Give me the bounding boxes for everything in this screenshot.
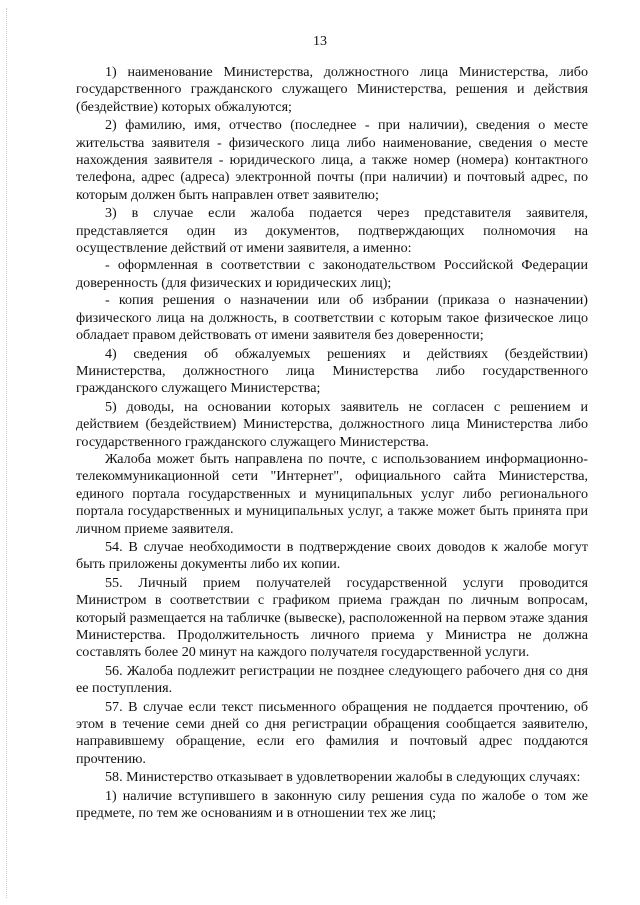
paragraph-item-3: 3) в случае если жалоба подается через представителя заявителя, представляется один из документов, подтверждающих полномочия на осуществление действий от имени заявителя, а именно: [76, 205, 588, 257]
paragraph-56: 56. Жалоба подлежит регистрации не позднее следующего рабочего дня со дня ее поступления. [76, 662, 588, 697]
document-body [76, 64, 588, 822]
paragraph-dash-2: - копия решения о назначении или об избрании (приказа о назначении) физического лица на должность, в соответствии с которым такое физическое лицо обладает правом действовать от имени заявителя без доверенности; [76, 292, 588, 344]
paragraph-item-5: 5) доводы, на основании которых заявитель не согласен с решением и действием (бездействием) Министерства, должностного лица Министерства либо государственного гражданского служащего Министерства. [76, 398, 588, 450]
paragraph-item-4: 4) сведения об обжалуемых решениях и действиях (бездействии) Министерства, должностного лица Министерства либо государственного гражданского служащего Министерства; [76, 345, 588, 397]
paragraph-55: 55. Личный прием получателей государственной услуги проводится Министром в соответствии с графиком приема граждан по личным вопросам, который размещается на табличке (вывеске), расположенной на первом этаже здания Министерства. Продолжительность личного приема у Министра не должна составлять более 20 минут на каждого получателя государственной услуги. [76, 574, 588, 661]
paragraph-item-2: 2) фамилию, имя, отчество (последнее - при наличии), сведения о месте жительства заявителя - физического лица либо наименование, сведения о месте нахождения заявителя - юридического лица, а также номер (номера) контактного телефона, адрес (адреса) электронной почты (при наличии) и почтовый адрес, по которым должен быть направлен ответ заявителю; [76, 117, 588, 203]
paragraph-item-1: 1) наименование Министерства, должностного лица Министерства, либо государственного гражданского служащего Министерства, решения и действия (бездействие) которых обжалуются; [76, 64, 588, 115]
scan-edge-line [6, 8, 7, 898]
paragraph-57: 57. В случае если текст письменного обращения не поддается прочтению, об этом в течение семи дней со дня регистрации обращения сообщается заявителю, направившему обращение, если его фамилия и почтовый адрес поддаются прочтению. [76, 698, 588, 767]
paragraph-58-item-1: 1) наличие вступившего в законную силу решения суда по жалобе о том же предмете, по тем же основаниям и в отношении тех же лиц; [76, 787, 588, 822]
paragraph-delivery: Жалоба может быть направлена по почте, с использованием информационно-телекоммуникационной сети "Интернет", официального сайта Министерства, единого портала государственных и муниципальных услуг либо регионального портала государственных и муниципальных услуг, а также может быть принята при личном приеме заявителя. [76, 450, 588, 537]
paragraph-54: 54. В случае необходимости в подтверждение своих доводов к жалобе могут быть приложены документы либо их копии. [76, 538, 588, 573]
paragraph-dash-1: - оформленная в соответствии с законодательством Российской Федерации доверенность (для физических и юридических лиц); [76, 257, 588, 291]
paragraph-58: 58. Министерство отказывает в удовлетворении жалобы в следующих случаях: [105, 769, 581, 786]
page-number: 13 [313, 34, 327, 49]
